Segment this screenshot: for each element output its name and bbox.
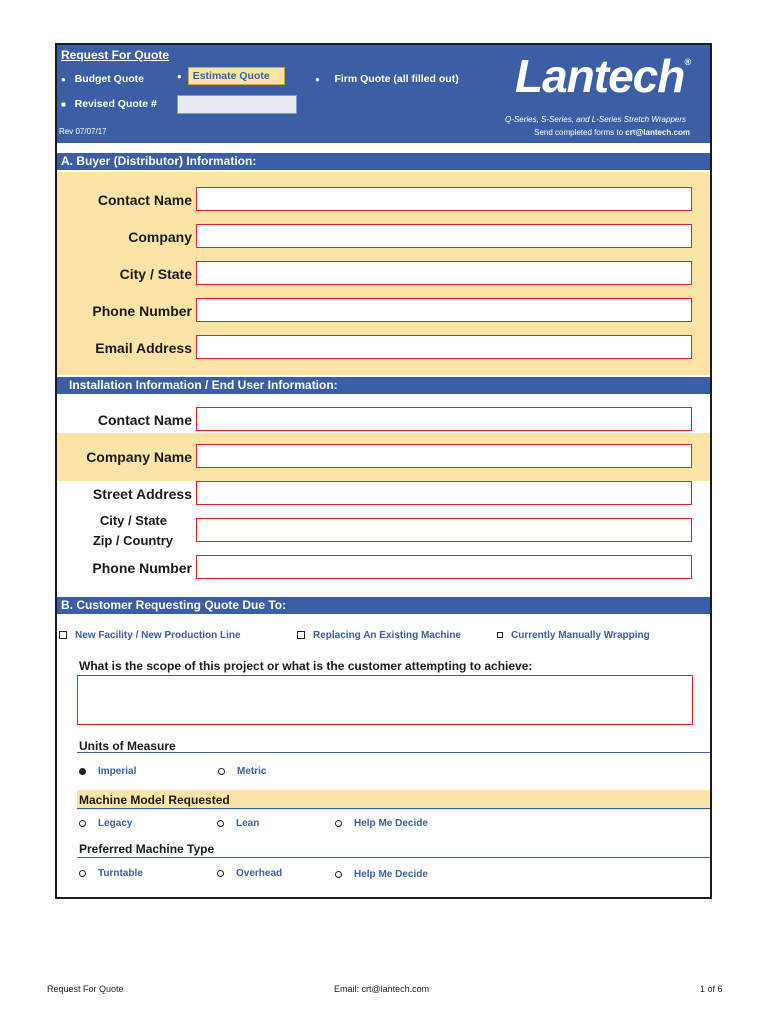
radio-icon: [217, 870, 224, 877]
model-underline: [77, 808, 712, 809]
machine-type-title: Preferred Machine Type: [79, 842, 215, 856]
radio-icon: [335, 820, 342, 827]
lantech-logo: [515, 49, 690, 103]
scope-question: What is the scope of this project or what is the customer attempting to achieve:: [79, 659, 533, 673]
bullet-icon: ●: [177, 72, 182, 81]
send-text: Send completed forms to: [534, 128, 624, 137]
install-phone-input[interactable]: [196, 555, 692, 579]
install-company-name-input[interactable]: [196, 444, 692, 468]
quote-option-estimate[interactable]: [177, 70, 285, 82]
buyer-city-state-label: City / State: [119, 266, 192, 282]
checkbox-icon: [59, 631, 67, 639]
buyer-contact-name-label: Contact Name: [97, 192, 192, 208]
install-zip-country-label: Zip / Country: [92, 533, 173, 548]
buyer-phone-input[interactable]: [196, 298, 692, 322]
square-bullet-icon: ■: [61, 100, 66, 109]
quote-option-budget[interactable]: [61, 73, 144, 85]
send-email: crt@lantech.com: [625, 128, 690, 137]
buyer-email-input[interactable]: [196, 335, 692, 359]
install-city-state-label: City / State: [99, 513, 167, 528]
reason-new-facility[interactable]: [59, 630, 241, 641]
radio-icon: [79, 820, 86, 827]
model-lean[interactable]: [217, 818, 259, 829]
units-metric-label: Metric: [237, 766, 267, 777]
radio-icon: [335, 871, 342, 878]
model-lean-label: Lean: [236, 818, 260, 829]
section-b-title: B. Customer Requesting Quote Due To:: [61, 598, 287, 612]
radio-icon: [218, 768, 225, 775]
units-imperial-label: Imperial: [98, 766, 137, 777]
type-turntable-label: Turntable: [98, 868, 143, 879]
checkbox-icon: [297, 631, 305, 639]
send-instructions: [534, 128, 690, 137]
buyer-email-label: Email Address: [95, 340, 192, 356]
quote-option-firm[interactable]: [315, 73, 459, 85]
revised-quote-label: Revised Quote #: [74, 98, 157, 110]
type-overhead-label: Overhead: [236, 868, 283, 879]
model-help-me-decide[interactable]: [335, 818, 428, 829]
checkbox-icon: [497, 632, 503, 638]
units-underline: [77, 752, 712, 753]
units-metric[interactable]: [218, 766, 266, 777]
radio-icon: [79, 870, 86, 877]
model-legacy[interactable]: [79, 818, 132, 829]
registered-mark: ®: [684, 57, 690, 67]
buyer-city-state-input[interactable]: [196, 261, 692, 285]
install-contact-name-input[interactable]: [196, 407, 692, 431]
machine-type-underline: [77, 857, 712, 858]
installation-title: Installation Information / End User Information:: [69, 378, 338, 392]
buyer-phone-label: Phone Number: [92, 303, 192, 319]
model-help-label: Help Me Decide: [354, 818, 428, 829]
reason-manual-wrapping[interactable]: [497, 630, 650, 641]
page-number: 1 of 6: [700, 984, 723, 994]
estimate-quote-label: Estimate Quote: [188, 67, 285, 85]
type-turntable[interactable]: [79, 868, 143, 879]
install-phone-label: Phone Number: [92, 560, 192, 576]
install-city-zip-input[interactable]: [196, 518, 692, 542]
reason-replacing-machine-label: Replacing An Existing Machine: [313, 630, 461, 641]
install-company-name-label: Company Name: [86, 449, 192, 465]
revised-quote-input[interactable]: [177, 95, 297, 114]
units-title: Units of Measure: [79, 739, 176, 753]
reason-new-facility-label: New Facility / New Production Line: [75, 630, 241, 641]
rfq-form: [55, 43, 712, 899]
install-street-input[interactable]: [196, 481, 692, 505]
buyer-company-input[interactable]: [196, 224, 692, 248]
reason-manual-wrapping-label: Currently Manually Wrapping: [511, 630, 650, 641]
bullet-icon: ●: [315, 75, 320, 84]
logo-text: Lantech: [514, 50, 685, 102]
reason-replacing-machine[interactable]: [297, 630, 461, 641]
form-header: [57, 45, 710, 143]
model-legacy-label: Legacy: [98, 818, 133, 829]
form-title: Request For Quote: [61, 48, 170, 62]
revision-date: Rev 07/07/17: [59, 127, 107, 136]
type-help-me-decide[interactable]: [335, 869, 428, 880]
install-street-label: Street Address: [92, 486, 192, 502]
footer-email: Email: crt@lantech.com: [334, 984, 430, 994]
type-help-label: Help Me Decide: [354, 869, 428, 880]
buyer-company-label: Company: [128, 229, 192, 245]
firm-quote-label: Firm Quote (all filled out): [334, 73, 459, 85]
units-imperial[interactable]: [79, 766, 136, 777]
installation-header: [57, 377, 710, 394]
buyer-contact-name-input[interactable]: [196, 187, 692, 211]
footer-left: Request For Quote: [47, 984, 124, 994]
radio-icon: [217, 820, 224, 827]
section-a-header: [57, 153, 710, 170]
section-b-header: [57, 597, 710, 614]
scope-textarea[interactable]: [77, 675, 693, 725]
section-a-title: A. Buyer (Distributor) Information:: [61, 154, 257, 168]
bullet-icon: ●: [61, 75, 66, 84]
tagline: Q-Series, S-Series, and L-Series Stretch Wrappers: [505, 115, 686, 124]
revised-quote-option[interactable]: [61, 98, 157, 110]
model-title: Machine Model Requested: [79, 793, 230, 807]
install-contact-name-label: Contact Name: [97, 412, 192, 428]
budget-quote-label: Budget Quote: [74, 73, 145, 85]
type-overhead[interactable]: [217, 868, 282, 879]
radio-selected-icon: [79, 768, 86, 775]
